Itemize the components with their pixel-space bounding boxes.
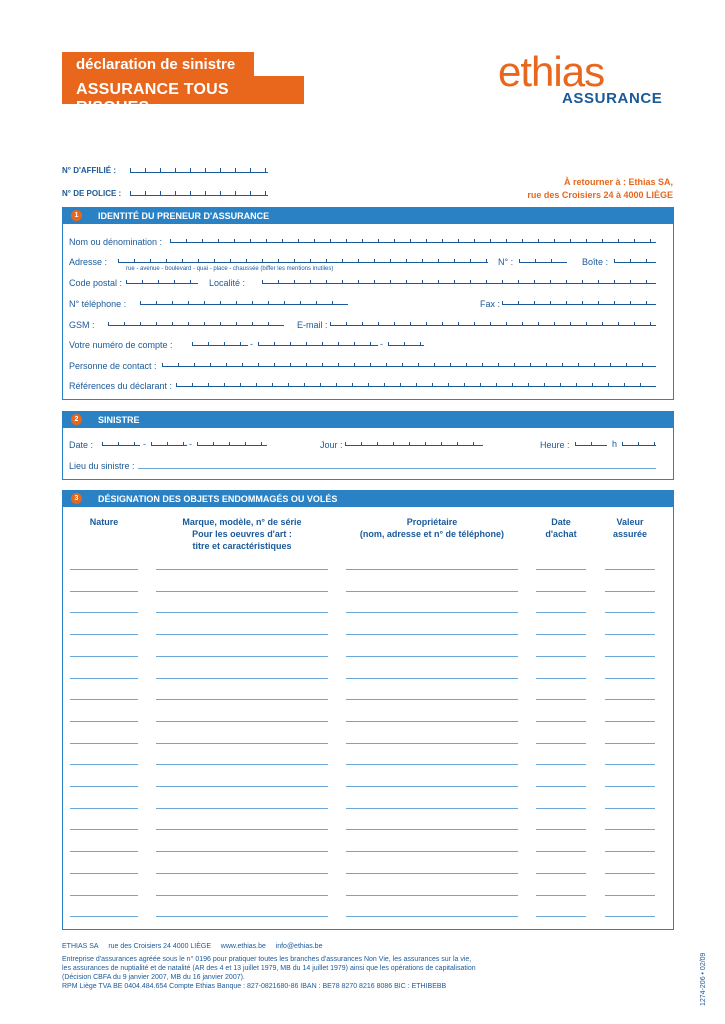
date-year-input[interactable]: [197, 441, 267, 446]
telephone-input[interactable]: [140, 300, 348, 305]
row-5-nature-input[interactable]: [70, 656, 138, 657]
row-9-date-achat-input[interactable]: [536, 743, 586, 744]
row-5-date-achat-input[interactable]: [536, 656, 586, 657]
localite-input[interactable]: [262, 279, 656, 284]
row-12-date-achat-input[interactable]: [536, 808, 586, 809]
row-10-valeur-input[interactable]: [605, 764, 655, 765]
ethias-logo: [498, 30, 668, 110]
row-10-marque-input[interactable]: [156, 764, 328, 765]
date-day-input[interactable]: [102, 441, 140, 446]
heure-hours-input[interactable]: [575, 441, 607, 446]
police-label: N° DE POLICE :: [62, 189, 122, 198]
row-14-date-achat-input[interactable]: [536, 851, 586, 852]
date-label: Date :: [69, 440, 94, 450]
return-line2: rue des Croisiers 24 à 4000 LIÈGE: [527, 190, 673, 200]
row-14-valeur-input[interactable]: [605, 851, 655, 852]
row-1-date-achat-input[interactable]: [536, 569, 586, 570]
row-3-nature-input[interactable]: [70, 612, 138, 613]
row-5-marque-input[interactable]: [156, 656, 328, 657]
section-objects-header: [63, 491, 673, 507]
police-input[interactable]: [130, 190, 268, 196]
row-11-date-achat-input[interactable]: [536, 786, 586, 787]
col-marque: Marque, modèle, n° de série Pour les oeuvres d'art : titre et caractéristiques: [182, 517, 302, 551]
jour-label: Jour :: [320, 440, 343, 450]
section-number: 2: [71, 414, 82, 425]
row-9-nature-input[interactable]: [70, 743, 138, 744]
compte-input-2[interactable]: [258, 341, 378, 346]
jour-input[interactable]: [345, 441, 483, 446]
affilie-input[interactable]: [130, 167, 268, 173]
col-nature: Nature: [89, 517, 119, 527]
row-4-date-achat-input[interactable]: [536, 634, 586, 635]
row-4-valeur-input[interactable]: [605, 634, 655, 635]
row-12-proprietaire-input[interactable]: [346, 808, 518, 809]
row-11-valeur-input[interactable]: [605, 786, 655, 787]
code-postal-label: Code postal :: [69, 278, 123, 288]
form-code: 1274-206 • 02/09: [700, 952, 707, 1006]
footer-legal3: (Décision CBFA du 9 janvier 2007, MB du 16 janvier 2007).: [62, 974, 245, 981]
row-2-marque-input[interactable]: [156, 591, 328, 592]
row-6-valeur-input[interactable]: [605, 678, 655, 679]
row-16-date-achat-input[interactable]: [536, 895, 586, 896]
row-3-proprietaire-input[interactable]: [346, 612, 518, 613]
row-7-proprietaire-input[interactable]: [346, 699, 518, 700]
row-3-marque-input[interactable]: [156, 612, 328, 613]
compte-label: Votre numéro de compte :: [69, 340, 173, 350]
adresse-input[interactable]: [118, 258, 488, 263]
heure-minutes-input[interactable]: [622, 441, 656, 446]
row-6-proprietaire-input[interactable]: [346, 678, 518, 679]
row-14-nature-input[interactable]: [70, 851, 138, 852]
row-16-valeur-input[interactable]: [605, 895, 655, 896]
row-12-nature-input[interactable]: [70, 808, 138, 809]
footer-website[interactable]: www.ethias.be: [220, 943, 266, 950]
row-2-nature-input[interactable]: [70, 591, 138, 592]
affilie-label: N° D'AFFILIÉ :: [62, 166, 116, 175]
row-15-nature-input[interactable]: [70, 873, 138, 874]
row-13-valeur-input[interactable]: [605, 829, 655, 830]
row-11-marque-input[interactable]: [156, 786, 328, 787]
telephone-label: N° téléphone :: [69, 299, 127, 309]
row-11-nature-input[interactable]: [70, 786, 138, 787]
row-15-marque-input[interactable]: [156, 873, 328, 874]
heure-label: Heure :: [540, 440, 570, 450]
email-label: E-mail :: [297, 320, 328, 330]
section-number: 3: [71, 493, 82, 504]
row-2-proprietaire-input[interactable]: [346, 591, 518, 592]
row-10-proprietaire-input[interactable]: [346, 764, 518, 765]
fax-input[interactable]: [502, 300, 656, 305]
row-10-nature-input[interactable]: [70, 764, 138, 765]
boite-label: Boîte :: [582, 257, 609, 267]
row-13-proprietaire-input[interactable]: [346, 829, 518, 830]
row-16-marque-input[interactable]: [156, 895, 328, 896]
section-identity-title: IDENTITÉ DU PRENEUR D'ASSURANCE: [98, 211, 270, 221]
references-label: Références du déclarant :: [69, 381, 173, 391]
section-objects-title: DÉSIGNATION DES OBJETS ENDOMMAGÉS OU VOLÉS: [98, 494, 338, 504]
row-17-marque-input[interactable]: [156, 916, 328, 917]
logo-sub: ASSURANCE: [562, 90, 663, 107]
form-title-line1: déclaration de sinistre: [62, 52, 254, 76]
row-16-proprietaire-input[interactable]: [346, 895, 518, 896]
return-line1: À retourner à : Ethias SA,: [563, 177, 673, 187]
row-8-date-achat-input[interactable]: [536, 721, 586, 722]
boite-input[interactable]: [614, 258, 656, 263]
col-date-achat: Date d'achat: [545, 517, 577, 539]
row-14-marque-input[interactable]: [156, 851, 328, 852]
row-9-valeur-input[interactable]: [605, 743, 655, 744]
row-2-valeur-input[interactable]: [605, 591, 655, 592]
logo-word: ethias: [498, 48, 605, 95]
row-4-proprietaire-input[interactable]: [346, 634, 518, 635]
row-12-marque-input[interactable]: [156, 808, 328, 809]
section-number: 1: [71, 210, 82, 221]
return-address: [527, 176, 673, 202]
footer-company: ETHIAS SA: [62, 943, 99, 950]
footer-bank: RPM Liège TVA BE 0404.484.654 Compte Ethias Banque : 827-0821680-86 IBAN : BE78 8270 8216 8086 BIC : ETHIBEBB: [62, 983, 447, 990]
row-15-date-achat-input[interactable]: [536, 873, 586, 874]
row-11-proprietaire-input[interactable]: [346, 786, 518, 787]
references-input[interactable]: [176, 382, 656, 387]
compte-input-1[interactable]: [192, 341, 248, 346]
contact-label: Personne de contact :: [69, 361, 157, 371]
lieu-input[interactable]: [138, 468, 656, 469]
row-17-valeur-input[interactable]: [605, 916, 655, 917]
form-title-line2: ASSURANCE TOUS RISQUES: [62, 76, 304, 104]
row-12-valeur-input[interactable]: [605, 808, 655, 809]
row-14-proprietaire-input[interactable]: [346, 851, 518, 852]
row-8-valeur-input[interactable]: [605, 721, 655, 722]
compte-sep-2: -: [380, 339, 383, 349]
row-1-proprietaire-input[interactable]: [346, 569, 518, 570]
row-13-date-achat-input[interactable]: [536, 829, 586, 830]
row-8-nature-input[interactable]: [70, 721, 138, 722]
compte-sep-1: -: [250, 339, 253, 349]
row-7-valeur-input[interactable]: [605, 699, 655, 700]
row-8-proprietaire-input[interactable]: [346, 721, 518, 722]
gsm-input[interactable]: [108, 321, 284, 326]
row-7-nature-input[interactable]: [70, 699, 138, 700]
section-identity-header: [63, 208, 673, 224]
row-9-proprietaire-input[interactable]: [346, 743, 518, 744]
row-6-marque-input[interactable]: [156, 678, 328, 679]
row-6-nature-input[interactable]: [70, 678, 138, 679]
date-sep-1: -: [143, 439, 146, 449]
row-15-valeur-input[interactable]: [605, 873, 655, 874]
heure-h: h: [612, 439, 618, 449]
date-month-input[interactable]: [151, 441, 187, 446]
row-17-date-achat-input[interactable]: [536, 916, 586, 917]
row-5-valeur-input[interactable]: [605, 656, 655, 657]
localite-label: Localité :: [209, 278, 246, 288]
code-postal-input[interactable]: [126, 279, 198, 284]
row-1-nature-input[interactable]: [70, 569, 138, 570]
row-15-proprietaire-input[interactable]: [346, 873, 518, 874]
contact-input[interactable]: [162, 362, 656, 367]
email-input[interactable]: [330, 321, 656, 326]
nom-label: Nom ou dénomination :: [69, 237, 163, 247]
footer-email[interactable]: info@ethias.be: [275, 943, 323, 950]
row-2-date-achat-input[interactable]: [536, 591, 586, 592]
row-3-date-achat-input[interactable]: [536, 612, 586, 613]
nom-input[interactable]: [170, 238, 656, 243]
adresse-hint: rue - avenue - boulevard - quai - place - chaussée (biffer les mentions inutiles): [126, 266, 334, 272]
row-8-marque-input[interactable]: [156, 721, 328, 722]
row-4-marque-input[interactable]: [156, 634, 328, 635]
lieu-label: Lieu du sinistre :: [69, 461, 135, 471]
row-1-valeur-input[interactable]: [605, 569, 655, 570]
section-sinistre-header: [63, 412, 673, 428]
date-sep-2: -: [189, 439, 192, 449]
section-sinistre-title: SINISTRE: [98, 415, 140, 425]
compte-input-3[interactable]: [388, 341, 424, 346]
row-17-proprietaire-input[interactable]: [346, 916, 518, 917]
row-10-date-achat-input[interactable]: [536, 764, 586, 765]
fax-label: Fax :: [480, 299, 501, 309]
footer-legal2: les assurances de nuptialité et de natalité (AR des 4 et 13 juillet 1979, MB du 14 juillet 1979) ainsi que les opérations de capitalisation: [62, 965, 476, 972]
numero-input[interactable]: [519, 258, 567, 263]
footer-legal1: Entreprise d'assurances agréée sous le n° 0196 pour pratiquer toutes les branches d'assurances Non Vie, les assurances sur la vie,: [62, 956, 472, 963]
row-13-marque-input[interactable]: [156, 829, 328, 830]
footer-address: rue des Croisiers 24 4000 LIÈGE: [108, 943, 212, 950]
row-16-nature-input[interactable]: [70, 895, 138, 896]
row-9-marque-input[interactable]: [156, 743, 328, 744]
footer-contact: [62, 942, 322, 951]
row-6-date-achat-input[interactable]: [536, 678, 586, 679]
row-13-nature-input[interactable]: [70, 829, 138, 830]
row-3-valeur-input[interactable]: [605, 612, 655, 613]
row-4-nature-input[interactable]: [70, 634, 138, 635]
row-7-date-achat-input[interactable]: [536, 699, 586, 700]
row-1-marque-input[interactable]: [156, 569, 328, 570]
col-valeur: Valeur assurée: [612, 517, 648, 539]
numero-label: N° :: [498, 257, 514, 267]
row-17-nature-input[interactable]: [70, 916, 138, 917]
gsm-label: GSM :: [69, 320, 95, 330]
col-proprietaire: Propriétaire (nom, adresse et n° de téléphone): [359, 517, 505, 539]
row-7-marque-input[interactable]: [156, 699, 328, 700]
row-5-proprietaire-input[interactable]: [346, 656, 518, 657]
adresse-label: Adresse :: [69, 257, 108, 267]
section-objects: [62, 490, 674, 930]
